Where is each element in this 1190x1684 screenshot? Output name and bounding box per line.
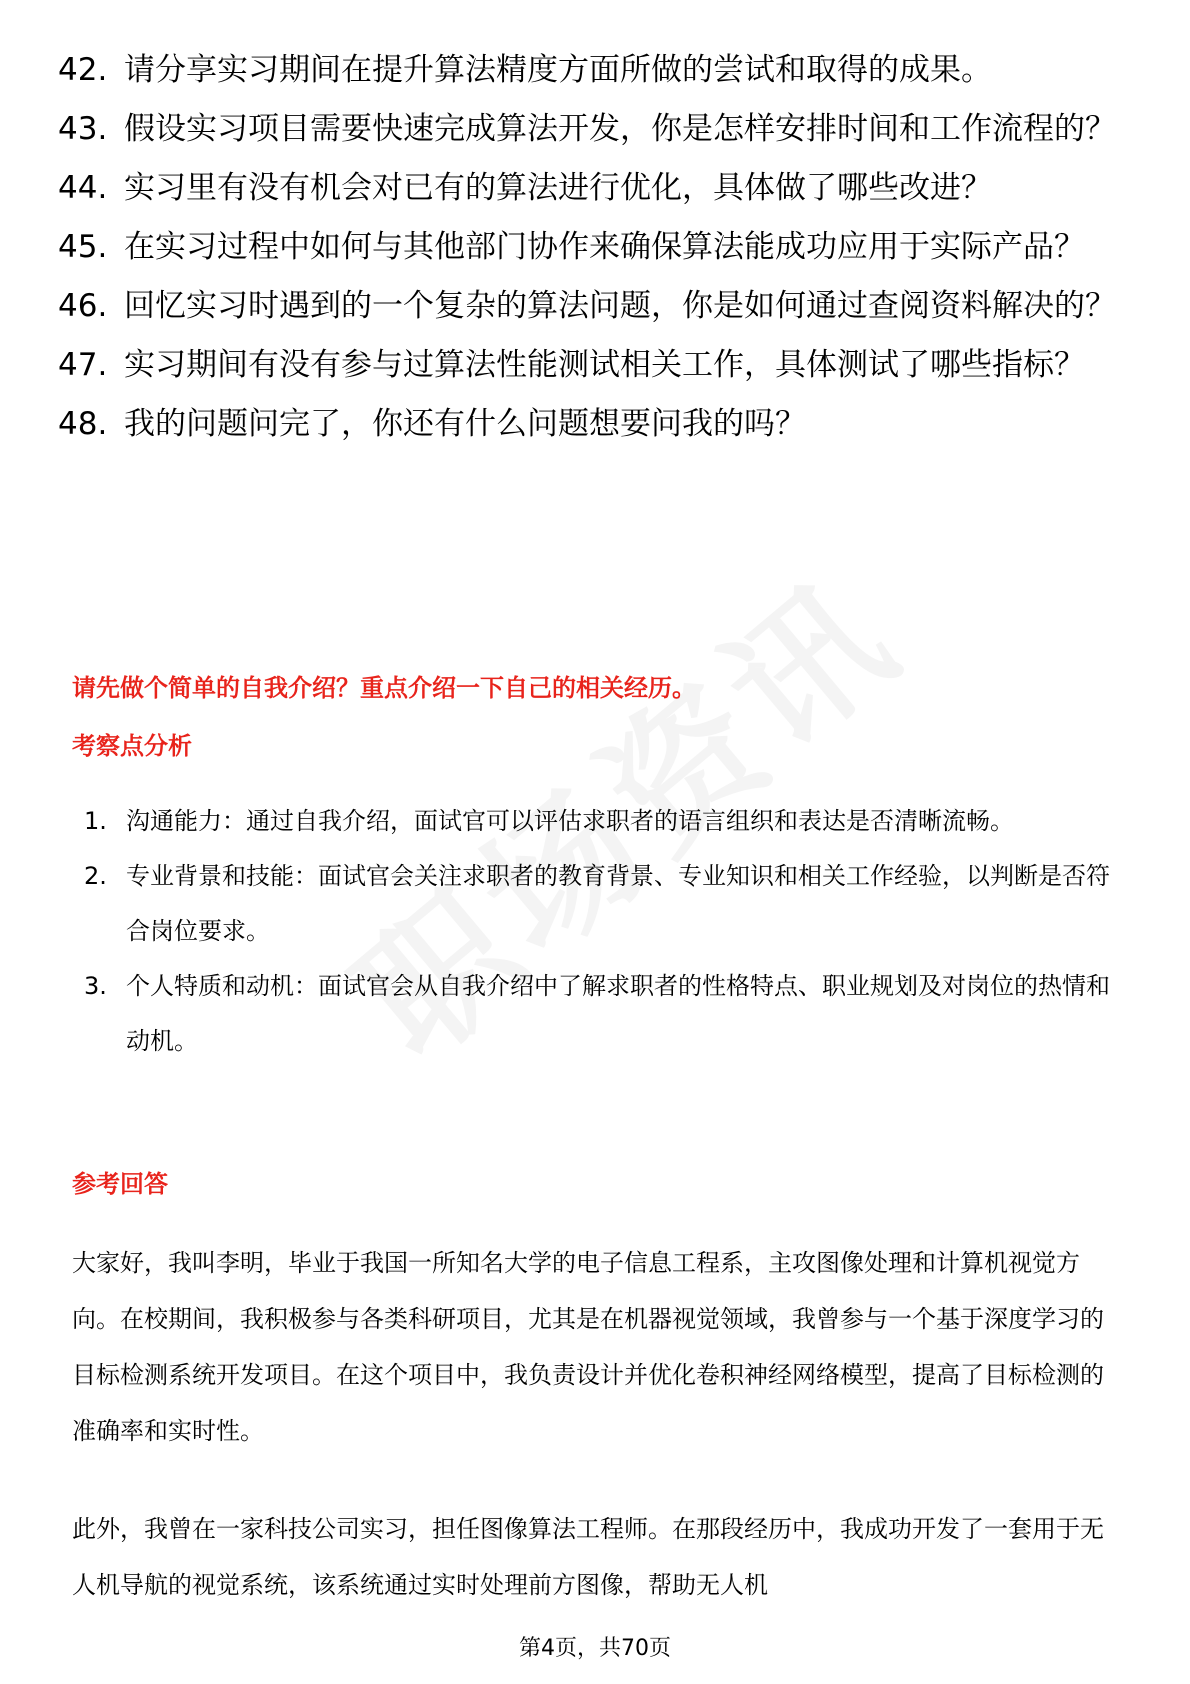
list-item <box>58 50 1138 91</box>
question-text: 假设实习项目需要快速完成算法开发，你是怎样安排时间和工作流程的？ <box>124 111 1116 147</box>
list-item <box>58 168 1138 209</box>
analysis-heading: 考察点分析 <box>72 732 192 760</box>
list-item <box>58 345 1138 386</box>
question-text: 回忆实习时遇到的一个复杂的算法问题，你是如何通过查阅资料解决的？ <box>124 288 1116 324</box>
question-text: 我的问题问完了，你还有什么问题想要问我的吗？ <box>124 406 806 442</box>
list-item <box>84 794 1124 849</box>
page-number: 第4页，共70页 <box>519 1636 671 1661</box>
answer-heading: 参考回答 <box>72 1170 168 1198</box>
question-text: 请分享实习期间在提升算法精度方面所做的尝试和取得的成果。 <box>124 52 992 88</box>
item-number: 3. <box>84 972 107 1000</box>
list-item <box>58 227 1138 268</box>
question-number: 43. <box>58 111 108 147</box>
answer-paragraph: 大家好，我叫李明，毕业于我国一所知名大学的电子信息工程系，主攻图像处理和计算机视觉方向。在校期间，我积极参与各类科研项目，尤其是在机器视觉领域，我曾参与一个基于深度学习的目标检测系统开发项目。在这个项目中，我负责设计并优化卷积神经网络模型，提高了目标检测的准确率和实时性。 <box>72 1249 1104 1445</box>
section-question-heading: 请先做个简单的自我介绍？重点介绍一下自己的相关经历。 <box>72 674 696 702</box>
item-text: 沟通能力：通过自我介绍，面试官可以评估求职者的语言组织和表达是否清晰流畅。 <box>126 807 1014 835</box>
list-item <box>58 404 1138 445</box>
question-number: 46. <box>58 288 108 324</box>
item-text: 专业背景和技能：面试官会关注求职者的教育背景、专业知识和相关工作经验，以判断是否符合岗位要求。 <box>126 862 1110 945</box>
question-number: 44. <box>58 170 108 206</box>
question-number: 42. <box>58 52 108 88</box>
list-item <box>58 286 1138 327</box>
question-number: 47. <box>58 347 108 383</box>
list-item <box>84 959 1124 1069</box>
question-number: 48. <box>58 406 108 442</box>
list-item <box>58 109 1138 150</box>
question-text: 实习期间有没有参与过算法性能测试相关工作，具体测试了哪些指标？ <box>124 347 1085 383</box>
question-number: 45. <box>58 229 108 265</box>
question-list <box>58 50 1138 463</box>
item-number: 1. <box>84 807 107 835</box>
question-text: 实习里有没有机会对已有的算法进行优化，具体做了哪些改进？ <box>124 170 992 206</box>
list-item <box>84 849 1124 959</box>
answer-paragraph: 此外，我曾在一家科技公司实习，担任图像算法工程师。在那段经历中，我成功开发了一套用于无人机导航的视觉系统，该系统通过实时处理前方图像，帮助无人机 <box>72 1515 1104 1599</box>
question-text: 在实习过程中如何与其他部门协作来确保算法能成功应用于实际产品？ <box>124 229 1085 265</box>
analysis-list <box>84 794 1124 1069</box>
item-number: 2. <box>84 862 107 890</box>
item-text: 个人特质和动机：面试官会从自我介绍中了解求职者的性格特点、职业规划及对岗位的热情和动机。 <box>126 972 1110 1055</box>
